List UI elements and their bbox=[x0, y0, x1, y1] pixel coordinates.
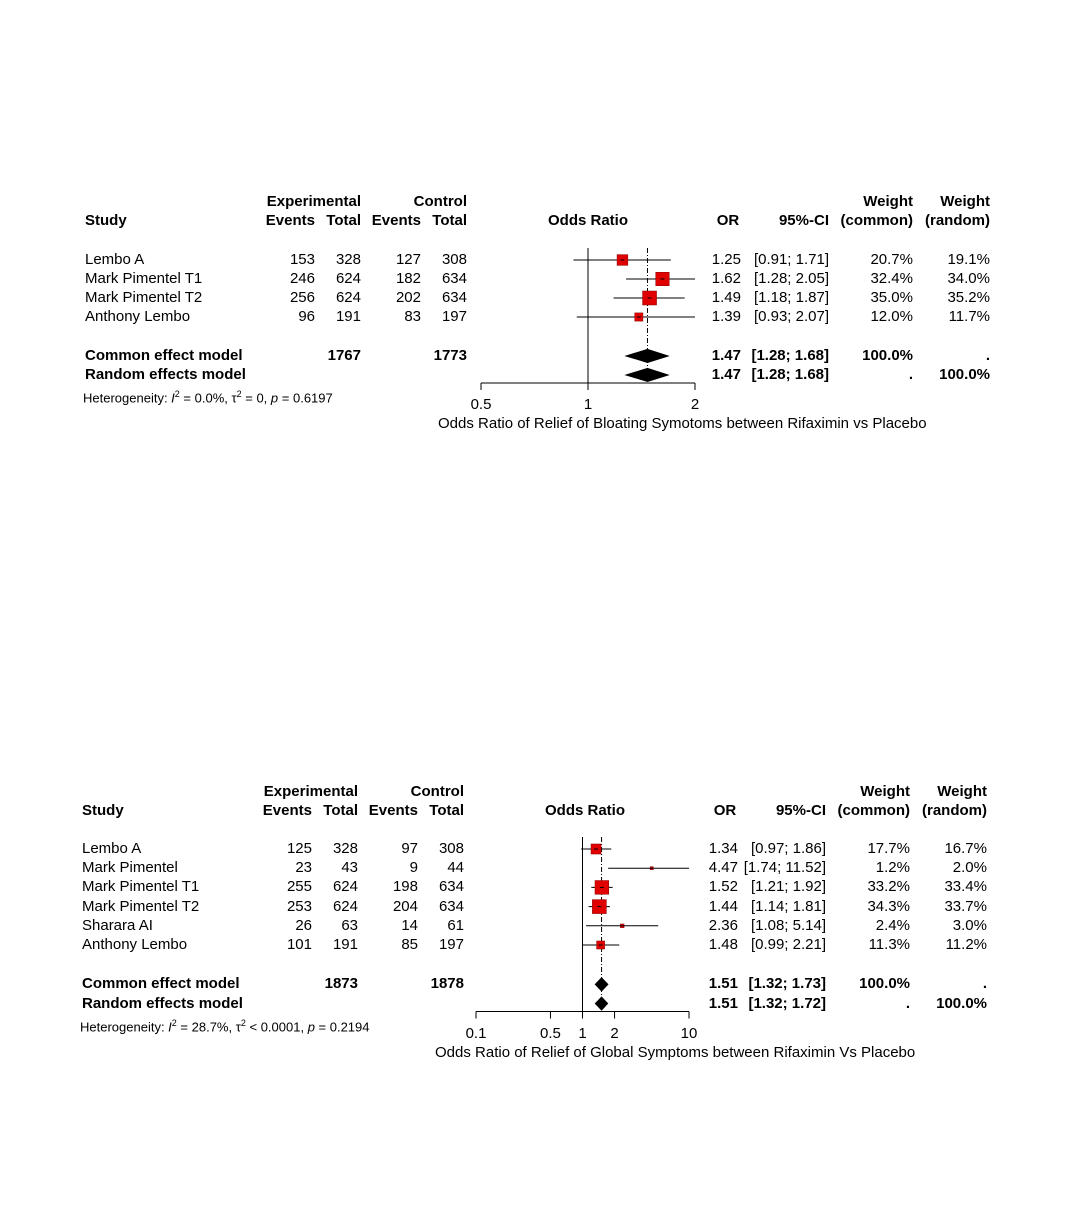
study-name: Mark Pimentel T2 bbox=[82, 897, 200, 915]
header-weight-common-sub: (common) bbox=[837, 802, 910, 819]
random-or-value: 1.47 bbox=[711, 365, 741, 383]
header-weight-common-sub: (common) bbox=[840, 212, 913, 229]
weight-common: 34.3% bbox=[867, 897, 910, 915]
common-ctrl-total: 1773 bbox=[433, 346, 467, 364]
random-weight-common: . bbox=[908, 365, 913, 383]
forest-plot-bloating bbox=[0, 190, 1075, 460]
odds-ratio-value: 4.47 bbox=[708, 859, 738, 877]
heterogeneity-part: Heterogeneity: bbox=[80, 1018, 169, 1034]
weight-random: 35.2% bbox=[947, 289, 990, 306]
exp-events: 255 bbox=[286, 878, 312, 896]
confidence-interval: [1.08; 5.14] bbox=[750, 916, 826, 934]
exp-events: 96 bbox=[298, 308, 315, 325]
x-tick-label: 0.1 bbox=[465, 1024, 487, 1042]
exp-events: 125 bbox=[286, 840, 312, 857]
common-effect-diamond bbox=[595, 978, 608, 991]
exp-events: 153 bbox=[289, 251, 315, 268]
ctrl-events: 127 bbox=[395, 251, 421, 268]
random-or-value: 1.51 bbox=[708, 994, 738, 1012]
odds-ratio-value: 1.34 bbox=[708, 840, 738, 857]
exp-total: 328 bbox=[332, 840, 358, 857]
x-tick-label: 10 bbox=[680, 1024, 698, 1042]
header-weight-common: Weight bbox=[863, 193, 913, 210]
odds-ratio-value: 1.39 bbox=[711, 308, 741, 325]
common-ci: [1.28; 1.68] bbox=[751, 346, 829, 364]
confidence-interval: [0.97; 1.86] bbox=[750, 840, 826, 857]
study-name: Mark Pimentel T1 bbox=[82, 878, 200, 896]
exp-total: 624 bbox=[335, 270, 361, 287]
common-weight-random: . bbox=[985, 346, 990, 364]
confidence-interval: [0.93; 2.07] bbox=[753, 308, 829, 325]
header-exp-total: Total bbox=[323, 802, 358, 819]
common-or-value: 1.51 bbox=[708, 975, 738, 993]
exp-total: 63 bbox=[341, 916, 358, 934]
ctrl-total: 308 bbox=[438, 840, 464, 857]
common-ci: [1.32; 1.73] bbox=[748, 975, 826, 993]
heterogeneity-stats bbox=[80, 1015, 370, 1035]
header-weight-random-sub: (random) bbox=[925, 212, 990, 229]
heterogeneity-part: 2 bbox=[240, 1017, 246, 1028]
forest-plot-global bbox=[0, 780, 1075, 1090]
weight-random: 33.7% bbox=[944, 897, 987, 915]
weight-random: 34.0% bbox=[947, 270, 990, 287]
heterogeneity-stats bbox=[83, 386, 333, 406]
random-weight-random: 100.0% bbox=[936, 994, 987, 1012]
ctrl-total: 634 bbox=[441, 289, 467, 306]
weight-common: 1.2% bbox=[875, 859, 910, 877]
random-effect-diamond bbox=[595, 997, 607, 1010]
heterogeneity-part: p bbox=[307, 1018, 315, 1034]
x-axis-label: Odds Ratio of Relief of Global Symptoms between Rifaximin Vs Placebo bbox=[435, 1043, 916, 1061]
header-weight-random: Weight bbox=[940, 193, 990, 210]
header-weight-random-sub: (random) bbox=[922, 802, 987, 819]
random-effect-diamond bbox=[626, 368, 668, 381]
heterogeneity-part: τ bbox=[235, 1018, 241, 1034]
heterogeneity-part: I bbox=[168, 1018, 172, 1034]
study-name: Mark Pimentel bbox=[82, 859, 178, 877]
ctrl-events: 9 bbox=[409, 859, 418, 877]
study-name: Sharara AI bbox=[82, 916, 153, 934]
ctrl-events: 202 bbox=[395, 289, 421, 306]
heterogeneity-part: Heterogeneity: bbox=[83, 390, 172, 406]
weight-common: 11.3% bbox=[868, 936, 910, 953]
odds-ratio-value: 2.36 bbox=[708, 916, 738, 934]
heterogeneity-part: τ bbox=[231, 390, 237, 406]
weight-common: 20.7% bbox=[870, 251, 913, 268]
header-weight-random: Weight bbox=[937, 783, 987, 800]
study-name: Mark Pimentel T2 bbox=[85, 289, 203, 306]
confidence-interval: [1.28; 2.05] bbox=[753, 270, 829, 287]
heterogeneity-part: = 0.2194 bbox=[314, 1018, 370, 1034]
common-exp-total: 1767 bbox=[327, 346, 361, 364]
ctrl-events: 198 bbox=[392, 878, 418, 896]
heterogeneity-part: < 0.0001, bbox=[245, 1018, 308, 1034]
common-model-name: Common effect model bbox=[85, 346, 243, 364]
header-experimental: Experimental bbox=[266, 193, 361, 210]
heterogeneity-part: 2 bbox=[174, 388, 180, 399]
heterogeneity-part: p bbox=[270, 390, 279, 406]
header-or: OR bbox=[716, 212, 740, 229]
header-control: Control bbox=[410, 783, 464, 800]
odds-ratio-value: 1.48 bbox=[708, 936, 738, 953]
heterogeneity-part: = 0.6197 bbox=[278, 390, 333, 406]
weight-common: 35.0% bbox=[870, 289, 913, 306]
odds-ratio-value: 1.25 bbox=[711, 251, 741, 268]
weight-common: 33.2% bbox=[867, 878, 910, 896]
odds-ratio-value: 1.44 bbox=[708, 897, 738, 915]
odds-ratio-value: 1.52 bbox=[708, 878, 738, 896]
exp-total: 624 bbox=[335, 289, 361, 306]
common-ctrl-total: 1878 bbox=[430, 975, 464, 993]
ctrl-total: 44 bbox=[447, 859, 464, 877]
weight-random: 2.0% bbox=[952, 859, 987, 877]
header-odds-ratio: Odds Ratio bbox=[547, 212, 628, 229]
common-weight-common: 100.0% bbox=[862, 346, 913, 364]
x-tick-label: 1 bbox=[583, 395, 593, 413]
x-axis-label: Odds Ratio of Relief of Bloating Symotoms between Rifaximin vs Placebo bbox=[438, 414, 927, 432]
x-tick-label: 2 bbox=[610, 1024, 619, 1042]
heterogeneity-part: = 0.0%, bbox=[179, 390, 232, 406]
heterogeneity-part: 2 bbox=[236, 388, 242, 399]
ctrl-events: 182 bbox=[395, 270, 421, 287]
exp-total: 191 bbox=[332, 936, 358, 953]
exp-events: 246 bbox=[289, 270, 315, 287]
exp-total: 624 bbox=[332, 897, 358, 915]
odds-ratio-value: 1.49 bbox=[711, 289, 741, 306]
study-name: Anthony Lembo bbox=[82, 936, 188, 953]
forest-graphic bbox=[0, 190, 1075, 500]
confidence-interval: [0.99; 2.21] bbox=[750, 936, 826, 953]
heterogeneity-part: = 28.7%, bbox=[176, 1018, 236, 1034]
header-exp-events: Events bbox=[265, 212, 315, 229]
weight-common: 32.4% bbox=[870, 270, 913, 287]
exp-events: 101 bbox=[286, 936, 312, 953]
common-weight-random: . bbox=[982, 975, 987, 993]
ctrl-total: 308 bbox=[441, 251, 467, 268]
weight-random: 11.7% bbox=[948, 308, 990, 325]
random-weight-random: 100.0% bbox=[939, 365, 990, 383]
x-tick-label: 2 bbox=[690, 395, 700, 413]
x-tick-label: 0.5 bbox=[540, 1024, 561, 1042]
header-weight-common: Weight bbox=[860, 783, 910, 800]
ctrl-events: 14 bbox=[401, 916, 418, 934]
weight-random: 16.7% bbox=[944, 840, 987, 857]
weight-random: 3.0% bbox=[952, 916, 987, 934]
common-or-value: 1.47 bbox=[711, 346, 741, 364]
header-ctrl-total: Total bbox=[429, 802, 464, 819]
random-model-name: Random effects model bbox=[82, 994, 243, 1012]
header-ctrl-total: Total bbox=[432, 212, 467, 229]
exp-events: 256 bbox=[289, 289, 315, 306]
ctrl-total: 634 bbox=[438, 878, 464, 896]
study-name: Mark Pimentel T1 bbox=[85, 270, 203, 287]
header-or: OR bbox=[713, 802, 737, 819]
study-name: Lembo A bbox=[85, 251, 145, 268]
random-weight-common: . bbox=[905, 994, 910, 1012]
weight-random: 11.2% bbox=[945, 936, 987, 953]
exp-total: 624 bbox=[332, 878, 358, 896]
exp-events: 23 bbox=[295, 859, 312, 877]
weight-random: 19.1% bbox=[947, 251, 990, 268]
ctrl-total: 634 bbox=[441, 270, 467, 287]
header-study: Study bbox=[82, 802, 124, 819]
ctrl-events: 83 bbox=[404, 308, 421, 325]
exp-total: 328 bbox=[335, 251, 361, 268]
header-experimental: Experimental bbox=[263, 783, 358, 800]
confidence-interval: [0.91; 1.71] bbox=[753, 251, 829, 268]
ctrl-total: 197 bbox=[441, 308, 467, 325]
weight-common: 17.7% bbox=[867, 840, 910, 857]
exp-total: 191 bbox=[335, 308, 361, 325]
exp-events: 253 bbox=[286, 897, 312, 915]
study-name: Anthony Lembo bbox=[85, 308, 191, 325]
ctrl-events: 85 bbox=[401, 936, 418, 953]
confidence-interval: [1.18; 1.87] bbox=[753, 289, 829, 306]
odds-ratio-value: 1.62 bbox=[711, 270, 741, 287]
x-tick-label: 0.5 bbox=[470, 395, 492, 413]
ctrl-events: 204 bbox=[392, 897, 418, 915]
heterogeneity-part: 2 bbox=[171, 1017, 177, 1028]
random-ci: [1.32; 1.72] bbox=[748, 994, 826, 1012]
ctrl-total: 61 bbox=[447, 916, 464, 934]
ctrl-total: 634 bbox=[438, 897, 464, 915]
exp-events: 26 bbox=[295, 916, 312, 934]
confidence-interval: [1.21; 1.92] bbox=[750, 878, 826, 896]
common-weight-common: 100.0% bbox=[859, 975, 910, 993]
random-model-name: Random effects model bbox=[85, 365, 246, 383]
confidence-interval: [1.74; 11.52] bbox=[743, 859, 826, 877]
ctrl-events: 97 bbox=[401, 840, 418, 857]
x-tick-label: 1 bbox=[578, 1024, 587, 1042]
common-effect-diamond bbox=[626, 349, 668, 362]
heterogeneity-part: = 0, bbox=[241, 390, 271, 406]
header-exp-total: Total bbox=[326, 212, 361, 229]
study-name: Lembo A bbox=[82, 840, 142, 857]
header-ci: 95%-CI bbox=[775, 802, 826, 819]
heterogeneity-part: I bbox=[171, 390, 175, 406]
exp-total: 43 bbox=[341, 859, 358, 877]
header-odds-ratio: Odds Ratio bbox=[544, 802, 625, 819]
weight-random: 33.4% bbox=[944, 878, 987, 896]
header-exp-events: Events bbox=[262, 802, 312, 819]
common-exp-total: 1873 bbox=[324, 975, 358, 993]
header-ctrl-events: Events bbox=[368, 802, 418, 819]
header-ci: 95%-CI bbox=[778, 212, 829, 229]
common-model-name: Common effect model bbox=[82, 975, 240, 993]
weight-common: 2.4% bbox=[875, 916, 910, 934]
header-ctrl-events: Events bbox=[371, 212, 421, 229]
header-study: Study bbox=[85, 212, 127, 229]
random-ci: [1.28; 1.68] bbox=[751, 365, 829, 383]
confidence-interval: [1.14; 1.81] bbox=[750, 897, 826, 915]
ctrl-total: 197 bbox=[438, 936, 464, 953]
weight-common: 12.0% bbox=[870, 308, 913, 325]
header-control: Control bbox=[413, 193, 467, 210]
